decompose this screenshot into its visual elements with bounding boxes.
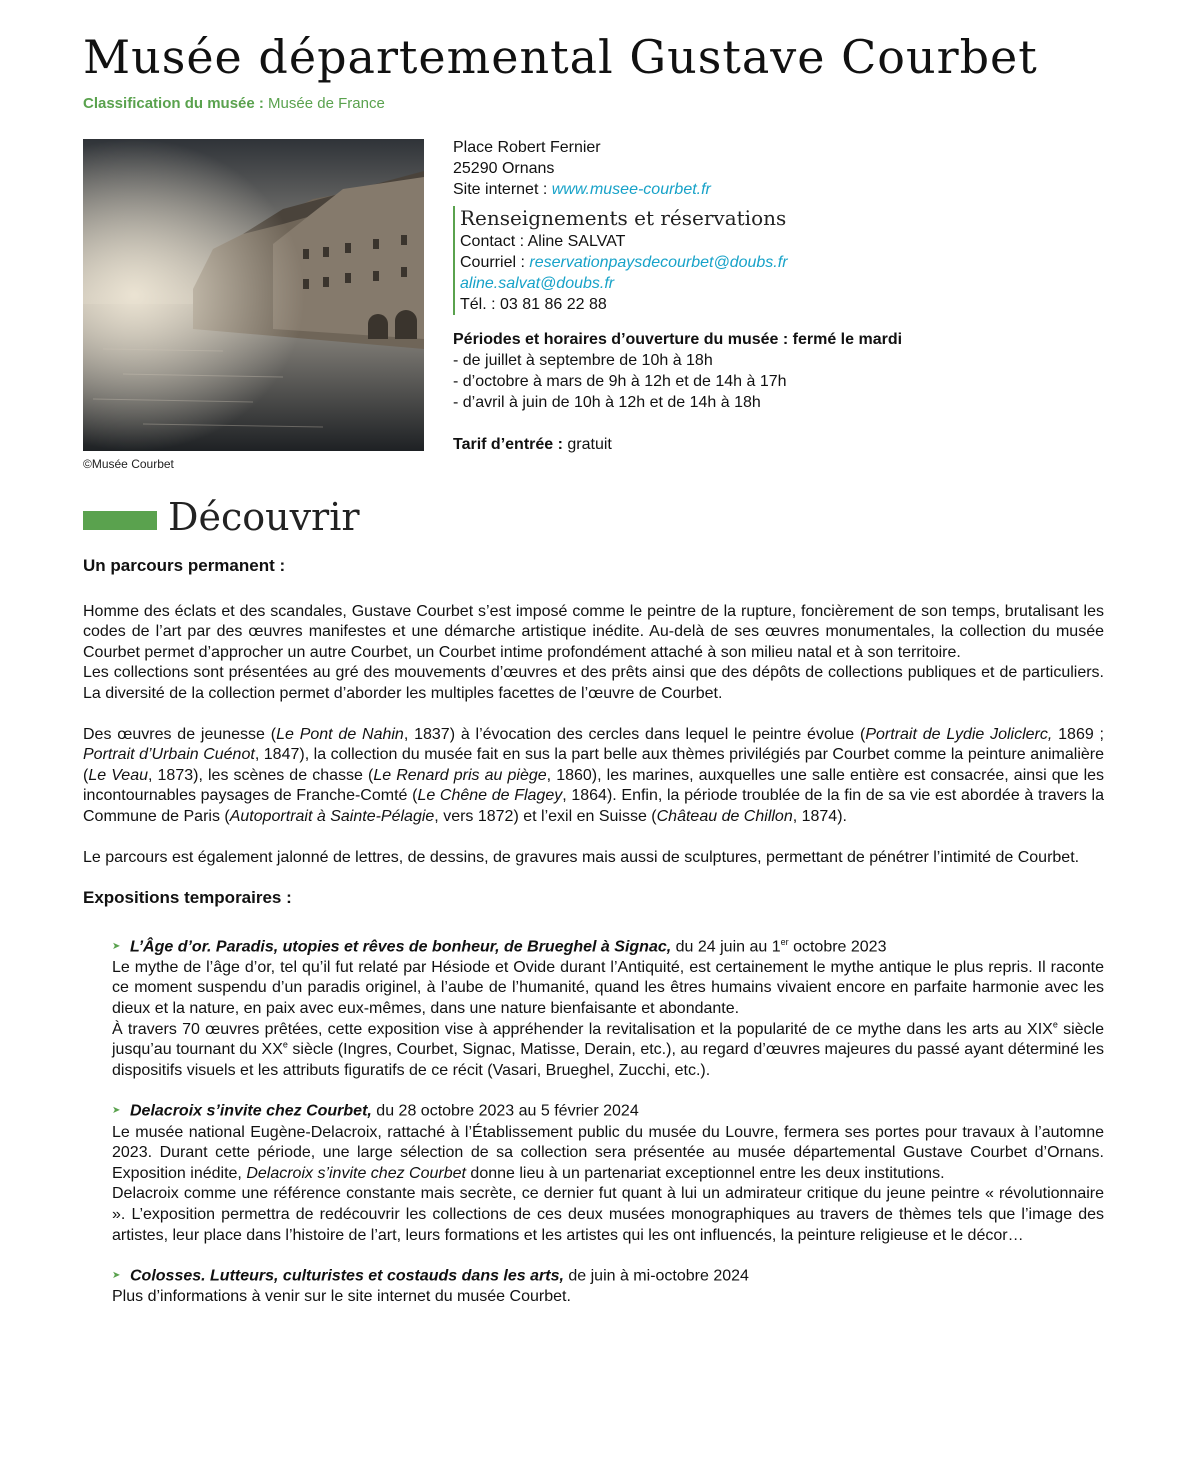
text: Le musée national Eugène-Delacroix, rattaché à l’Établissement public du musée du Louvre, fermera ses portes pour travaux à l’automne 2023. Durant cette période, une large sélection de sa collection sera présentée au musée départemental Gustave Courbet d’Ornans. Exposition inédite, [112,1123,1104,1182]
section-title: Découvrir [168,495,360,539]
parcours-heading: Un parcours permanent : [83,556,286,575]
exposition-title: Delacroix s’invite chez Courbet, [130,1102,372,1120]
phone-line: Tél. : 03 81 86 22 88 [460,296,607,313]
paragraph [112,1020,1104,1082]
text: , 1860), les marines, auxquelles une salle entière est consacrée, ainsi que les incontournables paysages de Franche-Comté ( [83,766,1105,805]
exposition-title-row [112,1101,1104,1122]
exposition-dates: du 28 octobre 2023 au 5 février 2024 [371,1102,639,1120]
arrow-bullet-icon: ➤ [112,1270,121,1282]
superscript: e [1052,1019,1058,1030]
arrow-bullet-icon: ➤ [112,940,121,952]
exposition-title: L’Âge d’or. Paradis, utopies et rêves de bonheur, de Brueghel à Signac, [130,938,672,956]
text: donne lieu à un partenariat exceptionnel entre les deux institutions. [465,1164,945,1182]
exposition-list [112,937,1104,1308]
text: siècle (Ingres, Courbet, Signac, Matisse, Derain, etc.), au regard d’œuvres majeures du passé ayant déterminé les dispositifs visuels et les attributs figuratifs de ce récit (Vasari, Brueghel, Zucchi, etc.). [112,1041,1104,1079]
artwork-title: Château de Chillon [656,807,793,825]
artwork-title: Le Veau [88,766,148,784]
text: 1869 ; [1052,725,1105,743]
hours-line: - de juillet à septembre de 10h à 18h [453,352,713,369]
text: , 1873), les scènes de chasse ( [148,766,374,784]
exposition-title-row [112,1266,1104,1287]
fee-value: gratuit [562,436,612,453]
text: , vers 1872) et l’exil en Suisse ( [434,807,657,825]
opening-hours [453,329,1153,413]
section-accent-bar [83,511,157,530]
artwork-title: Le Pont de Nahin [276,725,404,743]
postal-line: 25290 Ornans [453,160,555,177]
text: Des œuvres de jeunesse ( [83,725,277,743]
paragraph: Le parcours est également jalonné de lettres, de dessins, de gravures mais aussi de sculptures, permettant de pénétrer l’intimité de Courbet. [83,848,1080,866]
artwork-title: Le Chêne de Flagey [417,787,563,805]
address-line: Place Robert Fernier [453,139,601,156]
text: , 1874). [792,807,847,825]
expositions-heading: Expositions temporaires : [83,888,292,908]
classification-value: Musée de France [263,95,385,112]
text: , 1864). Enfin, la période troublée de la fin de sa vie est abordée à travers la Commune de Paris ( [83,787,1105,825]
paragraph: Le mythe de l’âge d’or, tel qu’il fut relaté par Hésiode et Ovide durant l’Antiquité, est certainement le mythe antique le plus repris. Il raconte ce moment suspendu d’un paradis originel, à l’aube de l’humanité, quand les êtres humains vivaient encore en parfaite harmonie avec les dieux et la nature, en paix avec eux-mêmes, dans une nature bienfaisante et abondante. [112,958,1104,1018]
website-row [453,179,1153,200]
page-title: Musée départemental Gustave Courbet [83,30,1038,84]
fee-label: Tarif d’entrée : [453,436,563,453]
contact-line: Contact : Aline SALVAT [460,233,626,250]
entry-fee [453,434,1153,455]
museum-photo [83,139,424,451]
text: , 1837) à l’évocation des cercles dans lequel le peintre évolue ( [403,725,866,743]
museum-classification [83,95,385,112]
exposition-dates: octobre 2023 [788,938,887,956]
hours-line: - d’avril à juin de 10h à 12h et de 14h à 18h [453,394,761,411]
superscript: e [282,1039,288,1050]
hours-line: - d’octobre à mars de 9h à 12h et de 14h à 17h [453,373,787,390]
museum-info [453,137,1153,455]
artwork-title: Portrait de Lydie Joliclerc, [865,725,1053,743]
hours-title: Périodes et horaires d’ouverture du musée : fermé le mardi [453,331,903,348]
exposition-title: Colosses. Lutteurs, culturistes et costauds dans les arts, [130,1267,564,1285]
artwork-title: Autoportrait à Sainte-Pélagie [229,807,435,825]
reservations-block [453,206,1153,315]
paragraph: Homme des éclats et des scandales, Gustave Courbet s’est imposé comme le peintre de la rupture, foncièrement de son temps, brutalisant les codes de l’art par des œuvres manifestes et une démarche artistique inédite. Au-delà de ses œuvres monumentales, la collection du musée Courbet permet d’approcher un autre Courbet, un Courbet intime profondément attaché à son milieu natal et à son territoire. [83,602,1104,661]
paragraph [112,1123,1104,1185]
email-link[interactable]: aline.salvat@doubs.fr [460,275,615,292]
paragraph: Les collections sont présentées au gré des mouvements d’œuvres et des prêts ainsi que des dépôts de collections publiques et de particuliers. La diversité de la collection permet d’aborder les multiples facettes de l’œuvre de Courbet. [83,664,1104,702]
arrow-bullet-icon: ➤ [112,1105,121,1117]
exposition-dates: de juin à mi-octobre 2024 [563,1267,749,1285]
photo-credit: ©Musée Courbet [83,457,174,471]
text: , 1847), la collection du musée fait en sus la part belle aux thèmes privilégiés par Courbet comme la peinture animalière ( [83,746,1105,784]
paragraph [83,725,1104,828]
exposition-item [112,1101,1104,1246]
email-row [460,252,1153,273]
text: À travers 70 œuvres prêtées, cette exposition vise à appréhender la revitalisation et la popularité de ce mythe dans les arts au XIX [112,1020,1053,1038]
superscript: er [780,936,789,947]
website-link[interactable]: www.musee-courbet.fr [551,181,711,198]
exposition-item [112,937,1104,1082]
email-link[interactable]: reservationpaysdecourbet@doubs.fr [529,254,788,271]
artwork-title: Portrait d’Urbain Cuénot [83,746,255,764]
text: siècle jusqu’au tournant du XX [112,1020,1104,1059]
classification-label: Classification du musée : [83,95,264,112]
paragraph: Delacroix comme une référence constante mais secrète, ce dernier fut quant à lui un admirateur critique du jeune peintre « révolutionnaire ». L’exposition permettra de redécouvrir les collections de ces deux musées monographiques au travers de thèmes tels que l’image des artistes, leur place dans l’histoire de l’art, leurs formations et les artistes qui les ont influencés, la peinture religieuse et le décor… [112,1185,1104,1244]
exposition-item [112,1266,1104,1308]
artwork-title: Le Renard pris au piège [373,766,547,784]
exposition-dates: du 24 juin au 1 [671,938,781,956]
website-label: Site internet : [453,181,552,198]
main-content [83,556,1104,1308]
reservations-title: Renseignements et réservations [460,206,787,230]
exposition-title-row [112,937,1104,958]
paragraph: Plus d’informations à venir sur le site internet du musée Courbet. [112,1288,571,1306]
email-label: Courriel : [460,254,530,271]
artwork-title: Delacroix s’invite chez Courbet [246,1164,466,1182]
